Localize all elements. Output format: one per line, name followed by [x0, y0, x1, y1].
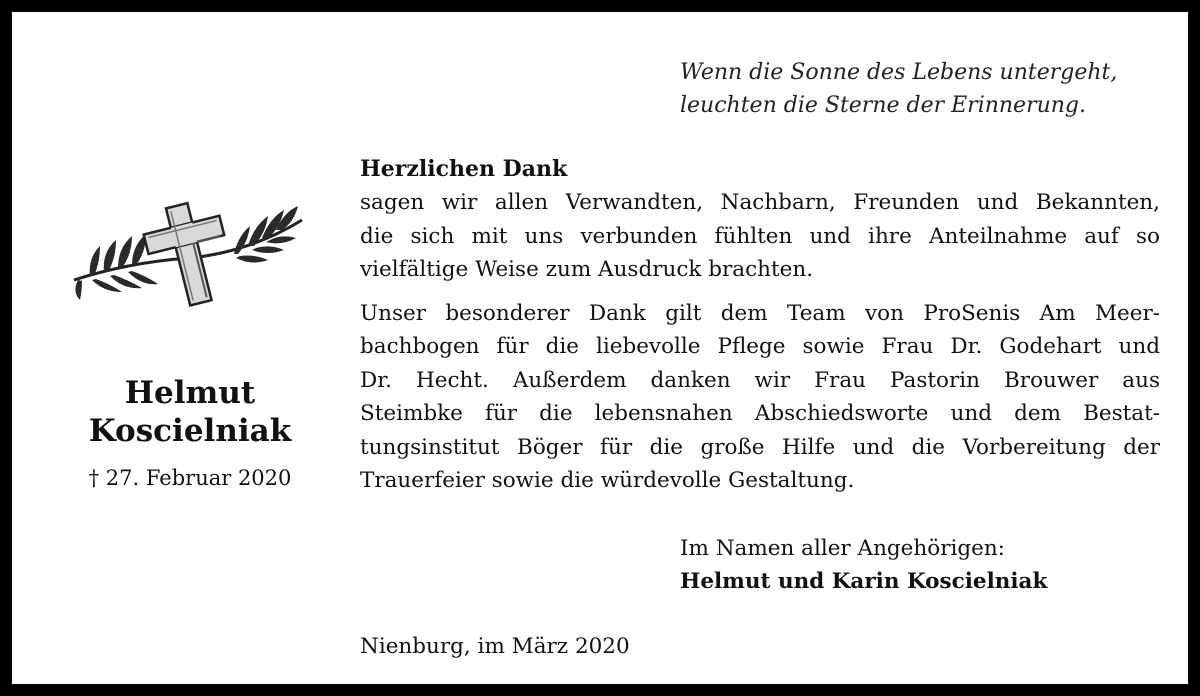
death-date: † 27. Februar 2020: [88, 466, 292, 490]
thanks-paragraph-2: [360, 297, 1160, 498]
paragraph-line: sagen wir allen Verwandten, Nachbarn, Freunden und Bekannten,: [360, 190, 1160, 215]
deceased-name: [52, 374, 328, 450]
quote-line-1: Wenn die Sonne des Lebens untergeht,: [680, 60, 1118, 85]
paragraph-line: Dr. Hecht. Außerdem danken wir Frau Pastorin Brouwer aus: [360, 367, 1160, 393]
paragraph-line: vielfältige Weise zum Ausdruck brachten.: [360, 257, 814, 282]
paragraph-line: bachbogen für die liebevolle Pflege sowie Frau Dr. Godehart und: [360, 334, 1160, 359]
epigraph-quote: [680, 56, 1200, 122]
thanks-heading: Herzlichen Dank: [360, 156, 568, 182]
signature-intro: Im Namen aller Angehörigen:: [680, 536, 1005, 561]
paragraph-line: tungsinstitut Böger für die große Hilfe und die Vorbereitung der: [360, 434, 1160, 460]
thanks-text: [360, 152, 1160, 498]
paragraph-line: Unser besonderer Dank gilt dem Team von ProSenis Am Meer-: [360, 300, 1160, 326]
deceased-last-name: Koscielniak: [88, 413, 292, 449]
signature-block: [680, 532, 1180, 598]
deceased-first-name: Helmut: [124, 375, 256, 411]
paragraph-line: die sich mit uns verbunden fühlten und ihre Anteilnahme auf so: [360, 223, 1160, 249]
paragraph-line: Trauerfeier sowie die würdevolle Gestaltung.: [360, 468, 855, 493]
cross-with-palm-branch-icon: [70, 200, 306, 310]
signature-family: Helmut und Karin Koscielniak: [680, 569, 1048, 594]
paragraph-line: Steimbke für die lebensnahen Abschiedsworte und dem Bestat-: [360, 401, 1160, 426]
quote-line-2: leuchten die Sterne der Erinnerung.: [680, 93, 1087, 118]
place-and-date: Nienburg, im März 2020: [360, 634, 630, 659]
thanks-paragraph-1: [360, 186, 1160, 287]
